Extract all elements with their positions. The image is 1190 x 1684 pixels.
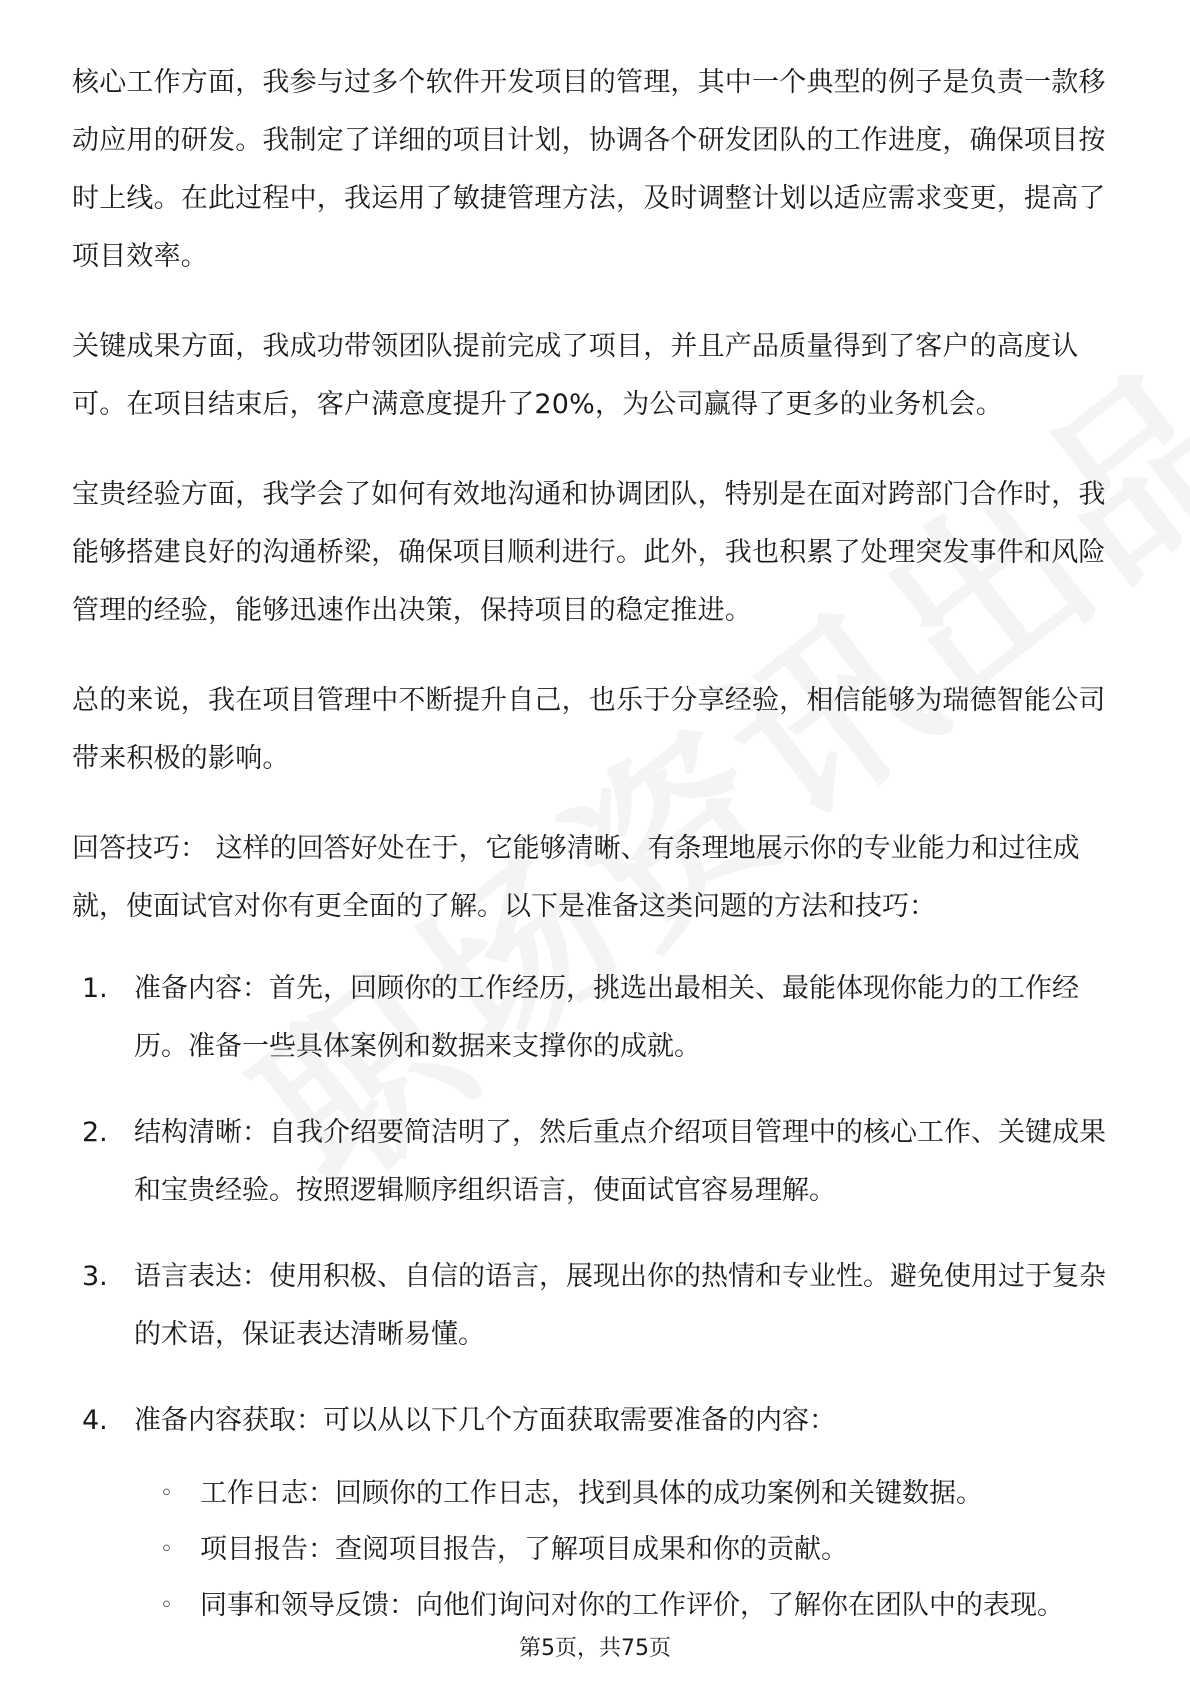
sub-list-item (160, 1466, 1122, 1522)
sub-list-item (160, 1522, 1122, 1578)
list-item (82, 960, 1122, 1076)
list-item (82, 1104, 1122, 1220)
paragraph-summary: 总的来说，我在项目管理中不断提升自己，也乐于分享经验，相信能够为瑞德智能公司带来积极的影响。 (72, 685, 1106, 774)
page-footer: 第5页，共75页 (519, 1636, 671, 1661)
list-item-text: 结构清晰：自我介绍要简洁明了，然后重点介绍项目管理中的核心工作、关键成果和宝贵经验。按照逻辑顺序组织语言，使面试官容易理解。 (134, 1117, 1106, 1206)
answer-tips-intro: 回答技巧： 这样的回答好处在于，它能够清晰、有条理地展示你的专业能力和过往成就，使面试官对你有更全面的了解。以下是准备这类问题的方法和技巧： (72, 833, 1080, 922)
list-number: 4. (82, 1405, 108, 1436)
sub-list-item-text: 项目报告：查阅项目报告，了解项目成果和你的贡献。 (200, 1534, 848, 1565)
list-item-text: 语言表达：使用积极、自信的语言，展现出你的热情和专业性。避免使用过于复杂的术语，保证表达清晰易懂。 (134, 1261, 1106, 1350)
paragraph-valuable-experience: 宝贵经验方面，我学会了如何有效地沟通和协调团队，特别是在面对跨部门合作时，我能够搭建良好的沟通桥梁，确保项目顺利进行。此外，我也积累了处理突发事件和风险管理的经验，能够迅速作出决策，保持项目的稳定推进。 (72, 479, 1106, 626)
sub-list-item-text: 同事和领导反馈：向他们询问对你的工作评价，了解你在团队中的表现。 (200, 1590, 1064, 1621)
paragraph-core-work: 核心工作方面，我参与过多个软件开发项目的管理，其中一个典型的例子是负责一款移动应用的研发。我制定了详细的项目计划，协调各个研发团队的工作进度，确保项目按时上线。在此过程中，我运用了敏捷管理方法，及时调整计划以适应需求变更，提高了项目效率。 (72, 67, 1106, 272)
list-item-text: 准备内容：首先，回顾你的工作经历，挑选出最相关、最能体现你能力的工作经历。准备一些具体案例和数据来支撑你的成就。 (134, 973, 1079, 1062)
sub-list-item-text: 工作日志：回顾你的工作日志，找到具体的成功案例和关键数据。 (200, 1478, 983, 1509)
hollow-bullet-icon: ◦ (160, 1537, 173, 1562)
list-item (82, 1248, 1122, 1364)
list-item (82, 1392, 1122, 1634)
hollow-bullet-icon: ◦ (160, 1593, 173, 1618)
list-number: 3. (82, 1261, 108, 1292)
page-content (72, 54, 1122, 1662)
list-item-text: 准备内容获取：可以从以下几个方面获取需要准备的内容： (134, 1405, 836, 1436)
sub-list (134, 1466, 1122, 1634)
hollow-bullet-icon: ◦ (160, 1481, 173, 1506)
tips-numbered-list (72, 960, 1122, 1634)
list-number: 2. (82, 1117, 108, 1148)
list-number: 1. (82, 973, 108, 1004)
sub-list-item (160, 1578, 1122, 1634)
paragraph-key-results: 关键成果方面，我成功带领团队提前完成了项目，并且产品质量得到了客户的高度认可。在项目结束后，客户满意度提升了20%，为公司赢得了更多的业务机会。 (72, 331, 1079, 420)
